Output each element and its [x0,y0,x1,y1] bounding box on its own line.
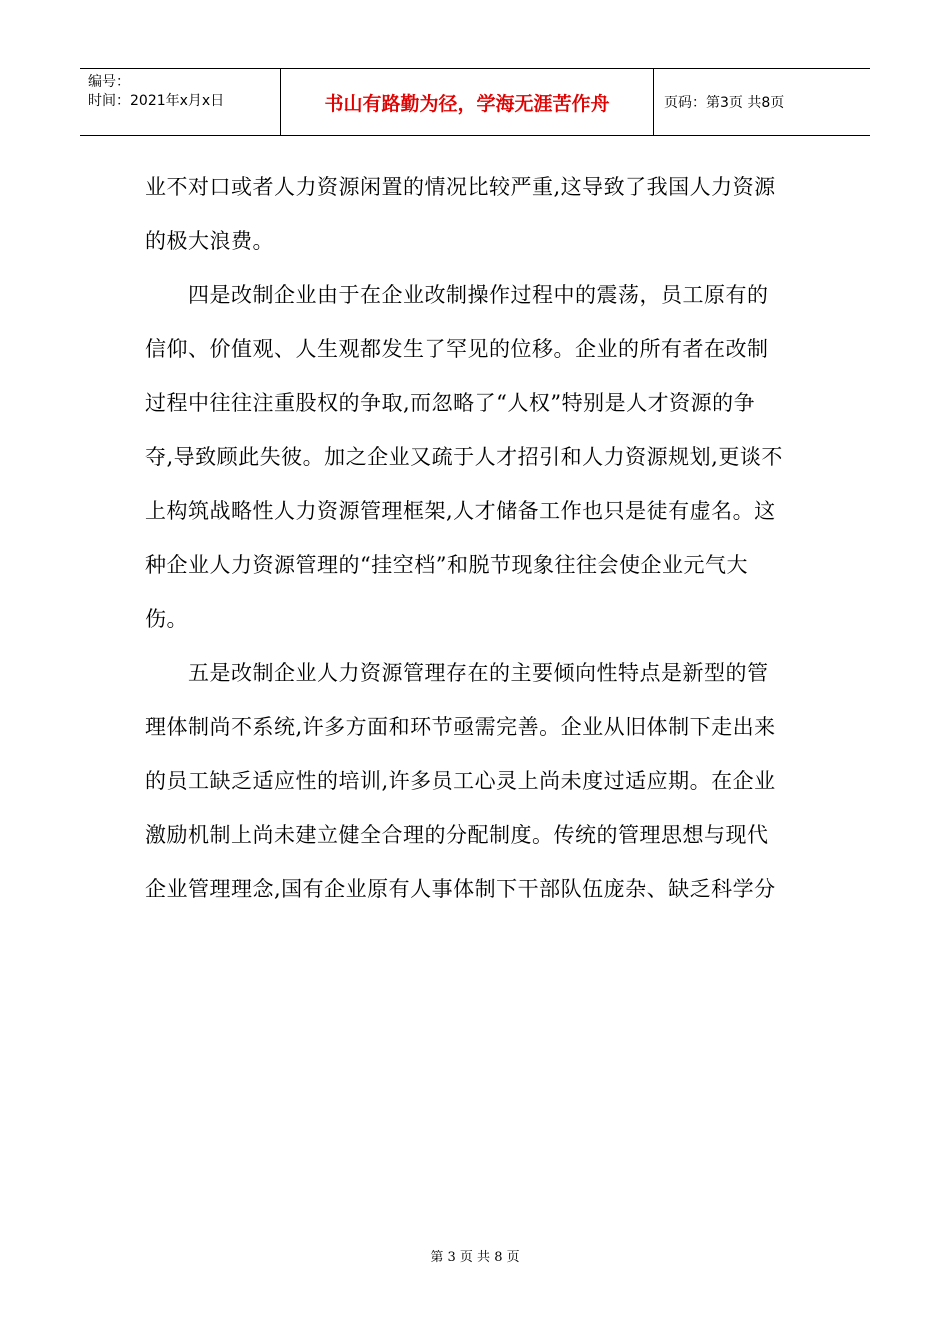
text-line: 过程中往往注重股权的争取,而忽略了“人权”特别是人才资源的争 [145,391,756,415]
page-header [80,68,870,136]
text-line: 理体制尚不系统,许多方面和环节亟需完善。企业从旧体制下走出来 [145,715,776,739]
text-line: 上构筑战略性人力资源管理框架,人才储备工作也只是徒有虚名。这 [145,499,776,523]
document-body [145,160,810,916]
document-number-label: 编号： [88,74,130,90]
header-motto: 书山有路勤为径，学海无涯苦作舟 [281,69,654,135]
document-date: 时间：2021年x月x日 [88,93,225,109]
text-line: 伤。 [145,607,188,631]
text-line: 夺,导致顾此失彼。加之企业又疏于人才招引和人力资源规划,更谈不 [145,445,783,469]
text-line: 业不对口或者人力资源闲置的情况比较严重,这导致了我国人力资源 [145,175,776,199]
text-line: 四是改制企业由于在企业改制操作过程中的震荡，员工原有的 [145,283,769,307]
header-page-info: 页码：第3页 共8页 [664,95,785,111]
page-footer: 第 3 页 共 8 页 [430,1250,520,1265]
text-line: 的员工缺乏适应性的培训,许多员工心灵上尚未度过适应期。在企业 [145,769,776,793]
text-line: 的极大浪费。 [145,229,274,253]
text-line: 激励机制上尚未建立健全合理的分配制度。传统的管理思想与现代 [145,823,769,847]
header-meta [80,69,281,135]
text-line: 五是改制企业人力资源管理存在的主要倾向性特点是新型的管 [145,661,769,685]
text-line: 信仰、价值观、人生观都发生了罕见的位移。企业的所有者在改制 [145,337,769,361]
text-line: 企业管理理念,国有企业原有人事体制下干部队伍庞杂、缺乏科学分 [145,877,776,901]
text-line: 种企业人力资源管理的“挂空档”和脱节现象往往会使企业元气大 [145,553,748,577]
